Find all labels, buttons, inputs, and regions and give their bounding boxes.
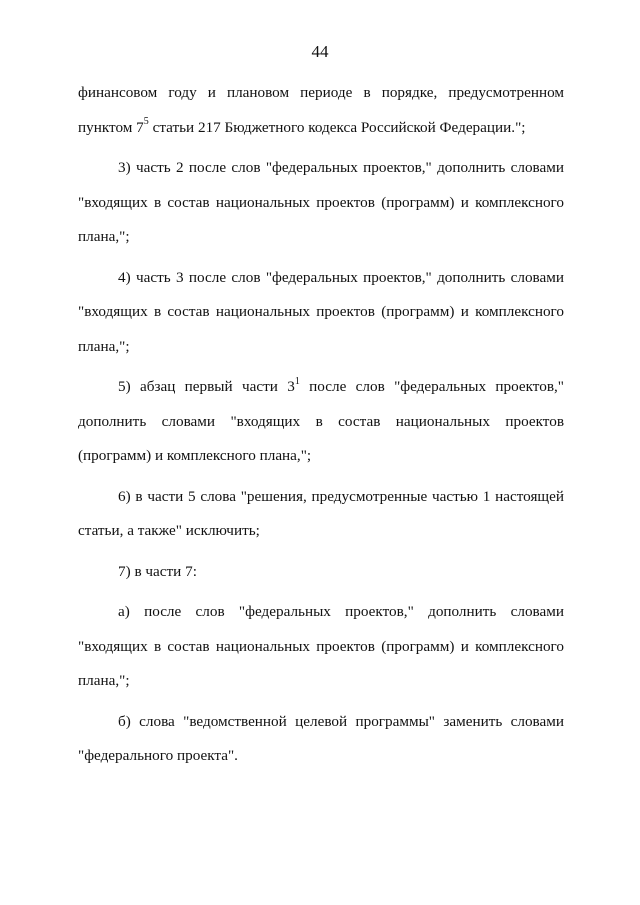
paragraph-continuation	[78, 76, 564, 145]
paragraph-text: статьи 217 Бюджетного кодекса Российской Федерации.";	[148, 118, 526, 136]
superscript: 1	[294, 375, 300, 387]
paragraph-item-6: 6) в части 5 слова "решения, предусмотренные частью 1 настоящей статьи, а также" исключить;	[78, 487, 564, 539]
superscript: 5	[143, 116, 149, 128]
paragraph-text: 5) абзац первый части 3	[118, 378, 295, 395]
paragraph-text: после слов "федеральных проектов," дополнить словами "входящих в состав национальных проектов (программ) и комплексного плана,";	[78, 378, 564, 464]
paragraph-item-4: 4) часть 3 после слов "федеральных проектов," дополнить словами "входящих в состав национальных проектов (программ) и комплексного плана,";	[78, 268, 564, 355]
document-body	[78, 76, 564, 774]
paragraph-item-3: 3) часть 2 после слов "федеральных проектов," дополнить словами "входящих в состав национальных проектов (программ) и комплексного плана,";	[78, 159, 564, 245]
page-number: 44	[311, 42, 329, 61]
paragraph-item-7: 7) в части 7:	[118, 562, 197, 580]
paragraph-item-5	[78, 370, 564, 474]
paragraph-item-7b: б) слова "ведомственной целевой программы" заменить словами "федерального проекта".	[78, 712, 564, 764]
paragraph-text: финансовом году и плановом периоде в порядке, предусмотренном пунктом 7	[78, 84, 564, 136]
paragraph-item-7a: а) после слов "федеральных проектов," дополнить словами "входящих в состав национальных проектов (программ) и комплексного плана,";	[78, 603, 564, 689]
